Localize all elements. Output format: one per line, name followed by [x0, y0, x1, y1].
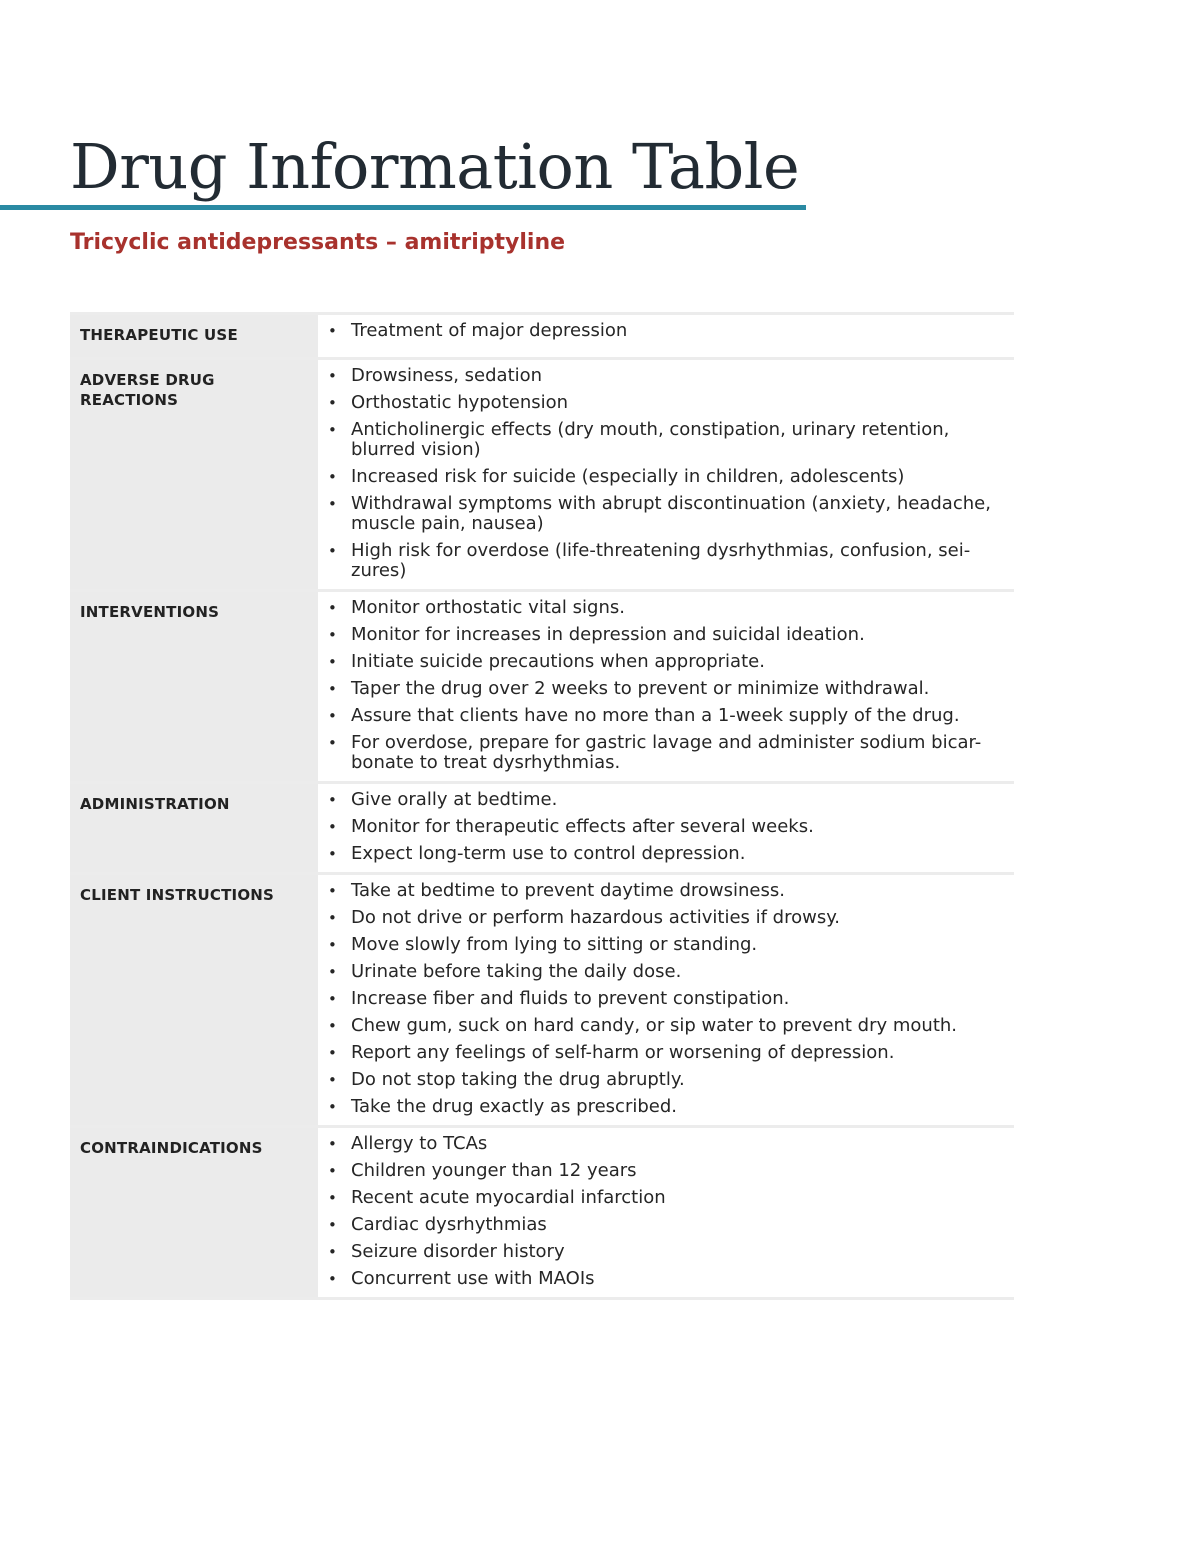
list-item-text: Drowsiness, sedation	[351, 365, 543, 386]
list-item	[328, 321, 994, 341]
row-items	[318, 874, 1014, 1127]
bullet-icon: •	[328, 791, 337, 809]
bullet-icon: •	[328, 882, 337, 900]
list-item-text: Increased risk for suicide (especially in children, adolescents)	[351, 466, 905, 487]
bullet-list	[328, 598, 994, 773]
list-item	[328, 1215, 994, 1235]
row-items	[318, 359, 1014, 591]
row-label: INTERVENTIONS	[70, 591, 318, 783]
list-item-text: Monitor for increases in depression and suicidal ideation.	[351, 624, 865, 645]
list-item	[328, 790, 994, 810]
list-item-text: Allergy to TCAs	[351, 1133, 488, 1154]
list-item	[328, 1070, 994, 1090]
bullet-icon: •	[328, 653, 337, 671]
drug-info-table-body	[70, 314, 1014, 1299]
bullet-icon: •	[328, 707, 337, 725]
list-item	[328, 420, 994, 460]
list-item-text: Cardiac dysrhythmias	[351, 1214, 547, 1235]
row-label: ADMINISTRATION	[70, 783, 318, 874]
list-item	[328, 1097, 994, 1117]
bullet-icon: •	[328, 599, 337, 617]
list-item-text: Do not drive or perform hazardous activities if drowsy.	[351, 907, 841, 928]
list-item	[328, 598, 994, 618]
list-item	[328, 541, 994, 581]
list-item-text: Initiate suicide precautions when appropriate.	[351, 651, 765, 672]
bullet-icon: •	[328, 468, 337, 486]
list-item	[328, 1043, 994, 1063]
drug-info-table	[70, 312, 1014, 1300]
list-item-text: Seizure disorder history	[351, 1241, 565, 1262]
list-item	[328, 393, 994, 413]
bullet-icon: •	[328, 909, 337, 927]
bullet-list	[328, 790, 994, 864]
bullet-icon: •	[328, 1270, 337, 1288]
bullet-list	[328, 881, 994, 1117]
list-item	[328, 1016, 994, 1036]
list-item	[328, 881, 994, 901]
bullet-icon: •	[328, 818, 337, 836]
list-item	[328, 935, 994, 955]
bullet-icon: •	[328, 495, 337, 513]
bullet-icon: •	[328, 394, 337, 412]
list-item-text: Urinate before taking the daily dose.	[351, 961, 682, 982]
list-item-text: For overdose, prepare for gastric lavage and administer sodium bicar-bonate to treat dysrhythmias.	[351, 732, 982, 773]
bullet-icon: •	[328, 626, 337, 644]
list-item	[328, 467, 994, 487]
list-item	[328, 366, 994, 386]
list-item-text: Take the drug exactly as prescribed.	[351, 1096, 677, 1117]
list-item-text: Taper the drug over 2 weeks to prevent or minimize withdrawal.	[351, 678, 930, 699]
bullet-icon: •	[328, 322, 337, 340]
list-item-text: Monitor for therapeutic effects after several weeks.	[351, 816, 814, 837]
list-item-text: Take at bedtime to prevent daytime drowsiness.	[351, 880, 785, 901]
list-item	[328, 1269, 994, 1289]
bullet-list	[328, 321, 994, 341]
list-item	[328, 625, 994, 645]
row-items	[318, 314, 1014, 359]
list-item-text: Recent acute myocardial infarction	[351, 1187, 666, 1208]
table-row	[70, 1127, 1014, 1299]
list-item-text: Move slowly from lying to sitting or standing.	[351, 934, 758, 955]
bullet-list	[328, 366, 994, 581]
list-item-text: Give orally at bedtime.	[351, 789, 558, 810]
list-item-text: Treatment of major depression	[351, 320, 628, 341]
list-item-text: Assure that clients have no more than a 1-week supply of the drug.	[351, 705, 960, 726]
bullet-icon: •	[328, 1216, 337, 1234]
bullet-icon: •	[328, 1044, 337, 1062]
title-underline	[0, 205, 806, 210]
bullet-icon: •	[328, 367, 337, 385]
list-item	[328, 1242, 994, 1262]
bullet-icon: •	[328, 542, 337, 560]
list-item	[328, 1161, 994, 1181]
bullet-icon: •	[328, 1243, 337, 1261]
list-item-text: Increase fiber and fluids to prevent constipation.	[351, 988, 790, 1009]
bullet-icon: •	[328, 734, 337, 752]
table-row	[70, 314, 1014, 359]
list-item-text: High risk for overdose (life-threatening dysrhythmias, confusion, sei-zures)	[351, 540, 971, 581]
row-label: THERAPEUTIC USE	[70, 314, 318, 359]
bullet-icon: •	[328, 1162, 337, 1180]
table-row	[70, 591, 1014, 783]
bullet-icon: •	[328, 1071, 337, 1089]
bullet-icon: •	[328, 936, 337, 954]
list-item	[328, 1188, 994, 1208]
list-item-text: Withdrawal symptoms with abrupt discontinuation (anxiety, headache, muscle pain, nausea)	[351, 493, 991, 534]
list-item	[328, 706, 994, 726]
bullet-icon: •	[328, 963, 337, 981]
row-label: CLIENT INSTRUCTIONS	[70, 874, 318, 1127]
list-item	[328, 652, 994, 672]
list-item	[328, 817, 994, 837]
table-row	[70, 783, 1014, 874]
list-item	[328, 908, 994, 928]
list-item-text: Expect long-term use to control depression.	[351, 843, 746, 864]
list-item	[328, 962, 994, 982]
list-item	[328, 844, 994, 864]
list-item-text: Monitor orthostatic vital signs.	[351, 597, 625, 618]
bullet-icon: •	[328, 680, 337, 698]
row-items	[318, 1127, 1014, 1299]
list-item	[328, 679, 994, 699]
row-label: CONTRAINDICATIONS	[70, 1127, 318, 1299]
bullet-icon: •	[328, 1189, 337, 1207]
bullet-icon: •	[328, 1135, 337, 1153]
bullet-icon: •	[328, 1017, 337, 1035]
bullet-icon: •	[328, 990, 337, 1008]
row-items	[318, 591, 1014, 783]
page-title: Drug Information Table	[70, 130, 800, 203]
list-item-text: Concurrent use with MAOIs	[351, 1268, 595, 1289]
table-row	[70, 874, 1014, 1127]
bullet-icon: •	[328, 421, 337, 439]
bullet-list	[328, 1134, 994, 1289]
list-item-text: Do not stop taking the drug abruptly.	[351, 1069, 685, 1090]
list-item	[328, 1134, 994, 1154]
bullet-icon: •	[328, 845, 337, 863]
list-item-text: Orthostatic hypotension	[351, 392, 569, 413]
list-item-text: Anticholinergic effects (dry mouth, constipation, urinary retention, blurred vision)	[351, 419, 950, 460]
row-label: ADVERSE DRUG REACTIONS	[70, 359, 318, 591]
list-item-text: Chew gum, suck on hard candy, or sip water to prevent dry mouth.	[351, 1015, 958, 1036]
table-row	[70, 359, 1014, 591]
row-items	[318, 783, 1014, 874]
list-item-text: Report any feelings of self-harm or worsening of depression.	[351, 1042, 895, 1063]
list-item	[328, 733, 994, 773]
page-subtitle: Tricyclic antidepressants – amitriptyline	[70, 230, 566, 255]
list-item	[328, 989, 994, 1009]
list-item	[328, 494, 994, 534]
list-item-text: Children younger than 12 years	[351, 1160, 637, 1181]
bullet-icon: •	[328, 1098, 337, 1116]
